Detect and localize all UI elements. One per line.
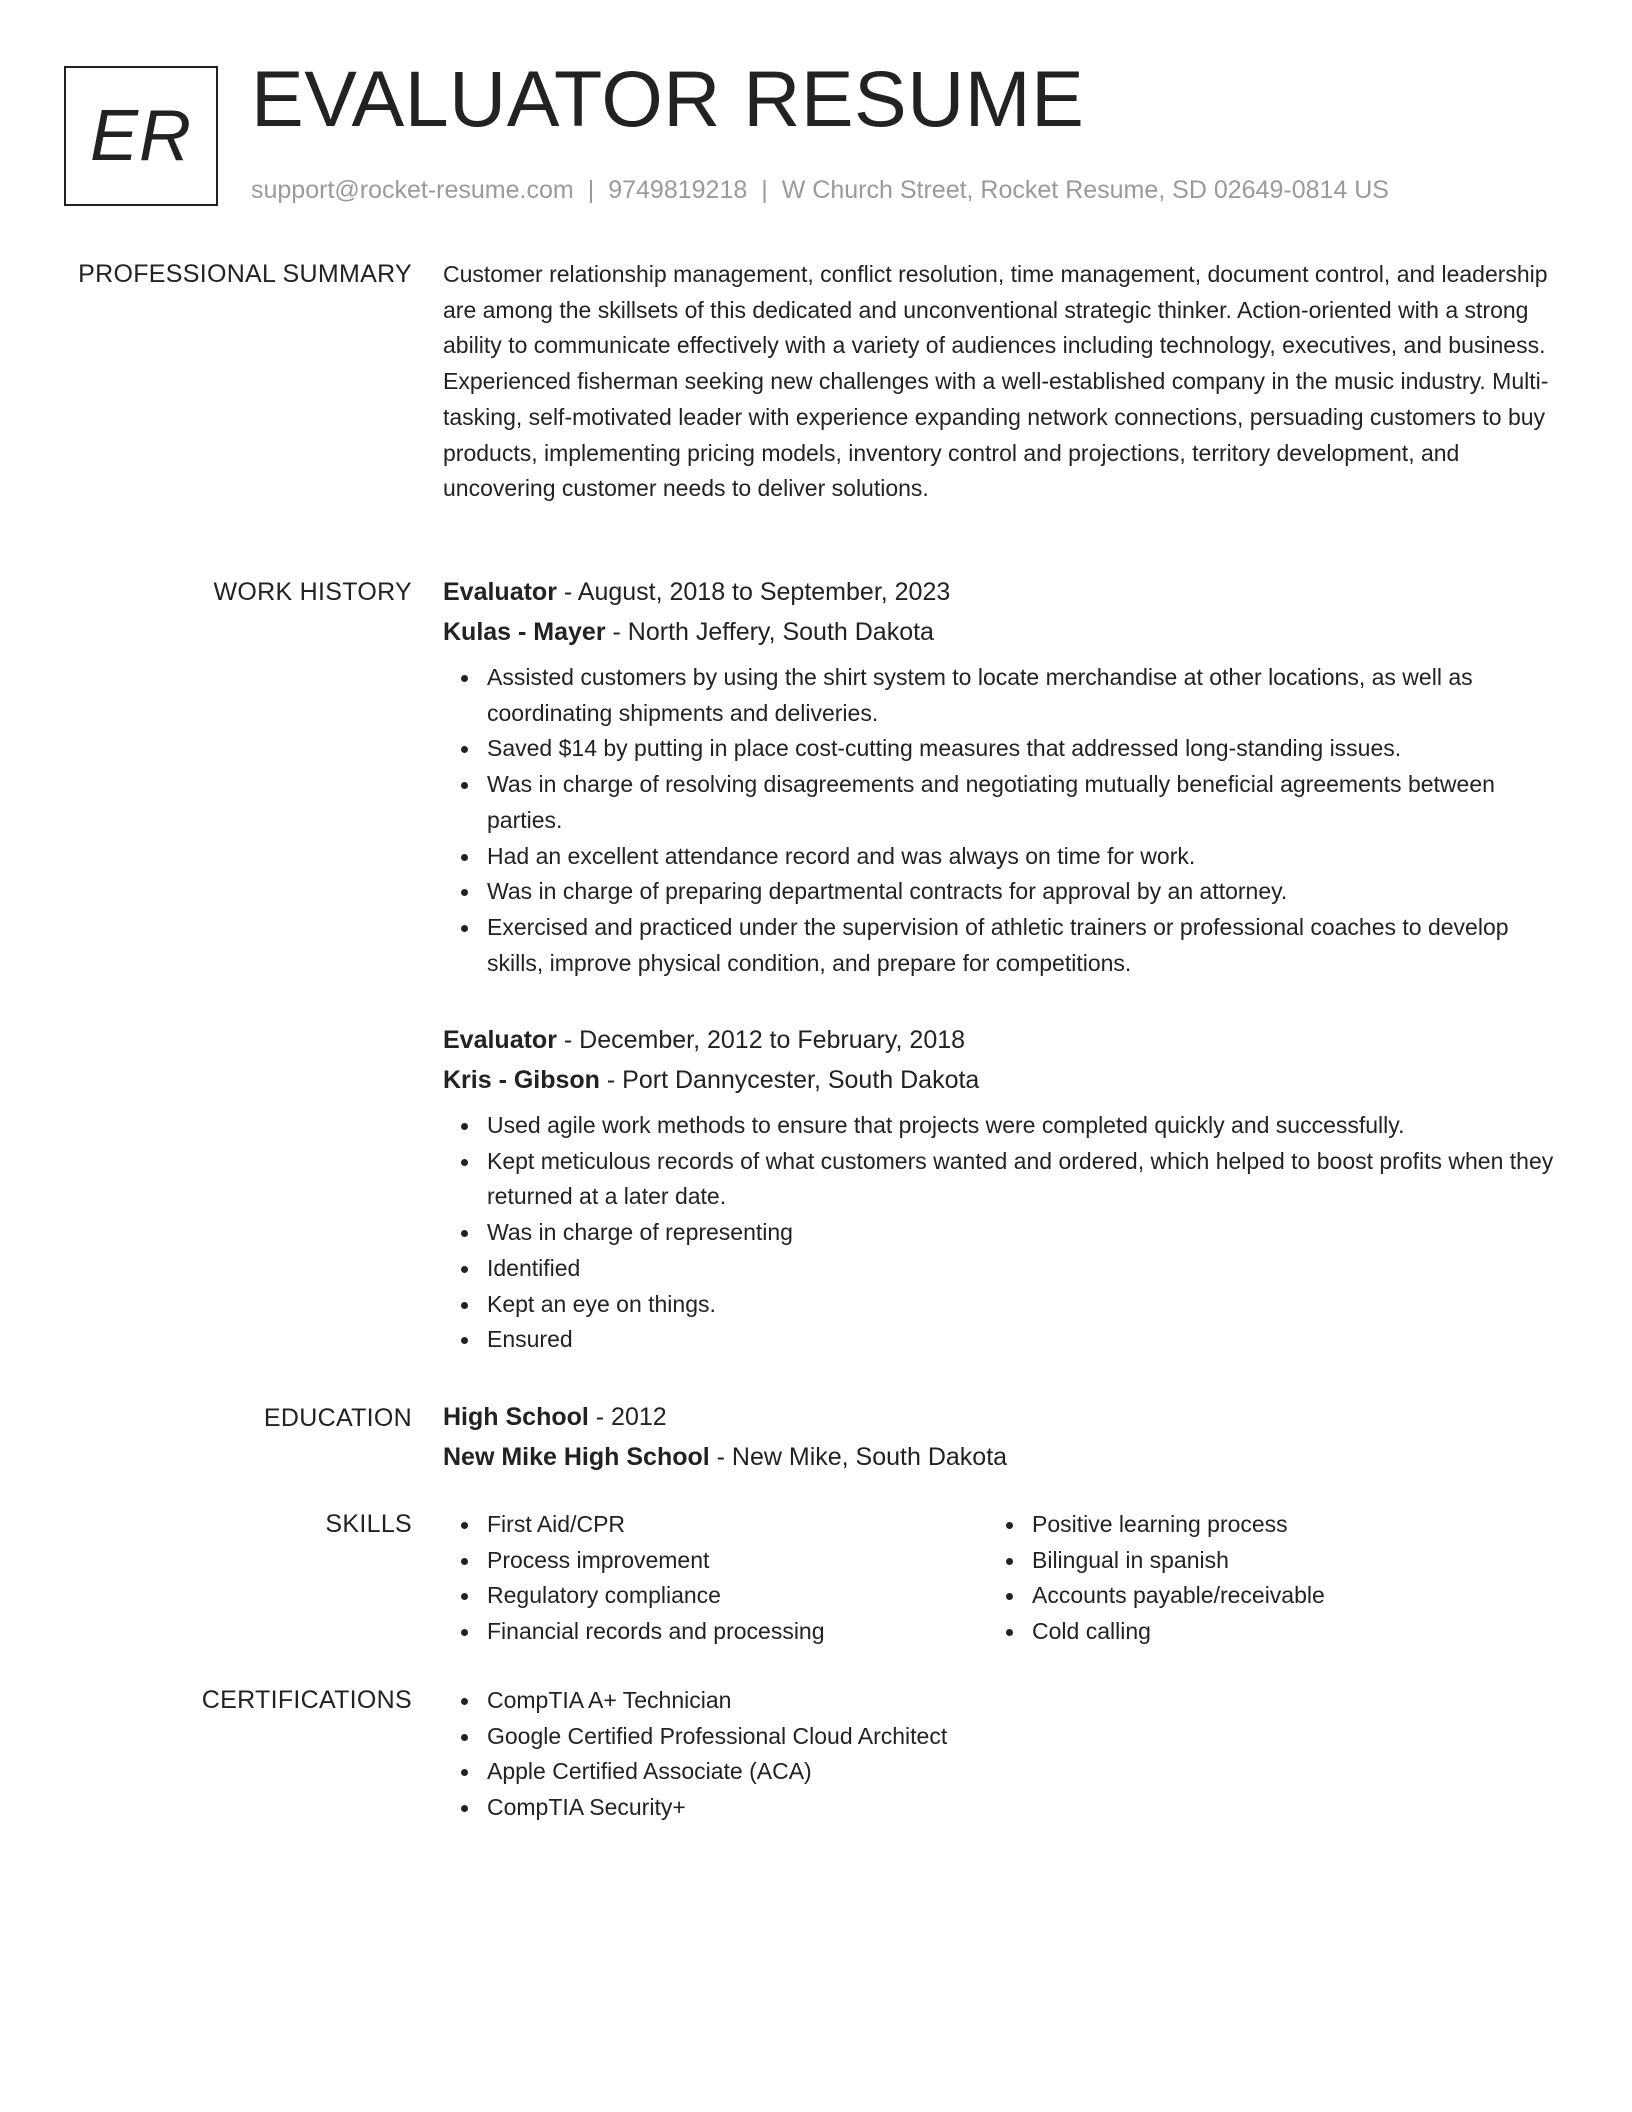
contact-line bbox=[251, 172, 1389, 208]
skills-list bbox=[443, 1507, 988, 1650]
education-degree-line bbox=[443, 1397, 1559, 1437]
job-dates: - August, 2018 to September, 2023 bbox=[556, 578, 951, 606]
list-item: Kept an eye on things. bbox=[487, 1287, 1559, 1323]
contact-separator: | bbox=[587, 176, 595, 204]
skill-item: Cold calling bbox=[1032, 1614, 1325, 1650]
job-company-line bbox=[443, 612, 1559, 652]
section-label-summary: PROFESSIONAL SUMMARY bbox=[78, 260, 412, 288]
skill-item: Bilingual in spanish bbox=[1032, 1543, 1325, 1579]
job-company: Kulas - Mayer bbox=[443, 618, 606, 646]
education-school: New Mike High School bbox=[443, 1443, 710, 1471]
summary-section bbox=[443, 257, 1559, 507]
contact-phone[interactable]: 9749819218 bbox=[608, 176, 748, 204]
certifications-list bbox=[443, 1683, 1559, 1826]
job-bullets bbox=[443, 660, 1559, 981]
section-label-skills: SKILLS bbox=[325, 1510, 412, 1538]
education-entry bbox=[443, 1397, 1559, 1477]
contact-email[interactable]: support@rocket-resume.com bbox=[251, 176, 574, 204]
job-location: - Port Dannycester, South Dakota bbox=[599, 1066, 980, 1094]
list-item: Ensured bbox=[487, 1322, 1559, 1358]
certifications-section bbox=[443, 1683, 1559, 1826]
section-label-education: EDUCATION bbox=[263, 1404, 412, 1432]
skills-column bbox=[443, 1507, 988, 1650]
list-item: Was in charge of representing bbox=[487, 1215, 1559, 1251]
job-company-line bbox=[443, 1060, 1559, 1100]
education-year: - 2012 bbox=[588, 1403, 667, 1431]
education-school-line bbox=[443, 1437, 1559, 1477]
job-title: Evaluator bbox=[443, 578, 557, 606]
certification-item: CompTIA Security+ bbox=[487, 1790, 1559, 1826]
skill-item: Regulatory compliance bbox=[487, 1578, 988, 1614]
job-company: Kris - Gibson bbox=[443, 1066, 600, 1094]
section-label-certifications: CERTIFICATIONS bbox=[201, 1686, 412, 1714]
certification-item: CompTIA A+ Technician bbox=[487, 1683, 1559, 1719]
skill-item: Financial records and processing bbox=[487, 1614, 988, 1650]
skill-item: Process improvement bbox=[487, 1543, 988, 1579]
job-title: Evaluator bbox=[443, 1026, 557, 1054]
list-item: Exercised and practiced under the supervision of athletic trainers or professional coaches to develop skills, improve physical condition, and prepare for competitions. bbox=[487, 910, 1559, 981]
job-title-line bbox=[443, 1020, 1559, 1060]
job-bullets bbox=[443, 1108, 1559, 1358]
list-item: Kept meticulous records of what customers wanted and ordered, which helped to boost profits when they returned at a later date. bbox=[487, 1144, 1559, 1215]
job-title-line bbox=[443, 572, 1559, 612]
section-label-work-history: WORK HISTORY bbox=[213, 578, 412, 606]
list-item: Assisted customers by using the shirt system to locate merchandise at other locations, as well as coordinating shipments and deliveries. bbox=[487, 660, 1559, 731]
job-entry bbox=[443, 572, 1559, 981]
skill-item: Positive learning process bbox=[1032, 1507, 1325, 1543]
job-location: - North Jeffery, South Dakota bbox=[605, 618, 934, 646]
skills-section bbox=[443, 1507, 1559, 1650]
list-item: Was in charge of resolving disagreements and negotiating mutually beneficial agreements between parties. bbox=[487, 767, 1559, 838]
list-item: Was in charge of preparing departmental contracts for approval by an attorney. bbox=[487, 874, 1559, 910]
job-entry bbox=[443, 1020, 1559, 1358]
list-item: Used agile work methods to ensure that projects were completed quickly and successfully. bbox=[487, 1108, 1559, 1144]
education-degree: High School bbox=[443, 1403, 589, 1431]
list-item: Had an excellent attendance record and was always on time for work. bbox=[487, 839, 1559, 875]
list-item: Saved $14 by putting in place cost-cutting measures that addressed long-standing issues. bbox=[487, 731, 1559, 767]
contact-separator: | bbox=[761, 176, 768, 204]
monogram-logo: ER bbox=[64, 66, 218, 206]
resume-title: EVALUATOR RESUME bbox=[251, 54, 1085, 143]
job-dates: - December, 2012 to February, 2018 bbox=[556, 1026, 966, 1054]
skill-item: Accounts payable/receivable bbox=[1032, 1578, 1325, 1614]
certification-item: Google Certified Professional Cloud Architect bbox=[487, 1719, 1559, 1755]
contact-address: W Church Street, Rocket Resume, SD 02649-0814 US bbox=[781, 176, 1389, 204]
certification-item: Apple Certified Associate (ACA) bbox=[487, 1754, 1559, 1790]
education-location: - New Mike, South Dakota bbox=[709, 1443, 1008, 1471]
skills-list bbox=[988, 1507, 1325, 1650]
skills-column bbox=[988, 1507, 1325, 1650]
list-item: Identified bbox=[487, 1251, 1559, 1287]
skill-item: First Aid/CPR bbox=[487, 1507, 988, 1543]
summary-text: Customer relationship management, conflict resolution, time management, document control, and leadership are among the skillsets of this dedicated and unconventional strategic thinker. Action-oriented with a strong ability to communicate effectively with a variety of audiences including technology, executives, and business. Experienced fisherman seeking new challenges with a well-established company in the music industry. Multi-tasking, self-motivated leader with experience expanding network connections, persuading customers to buy products, implementing pricing models, inventory control and projections, territory development, and uncovering customer needs to deliver solutions. bbox=[443, 261, 1549, 502]
